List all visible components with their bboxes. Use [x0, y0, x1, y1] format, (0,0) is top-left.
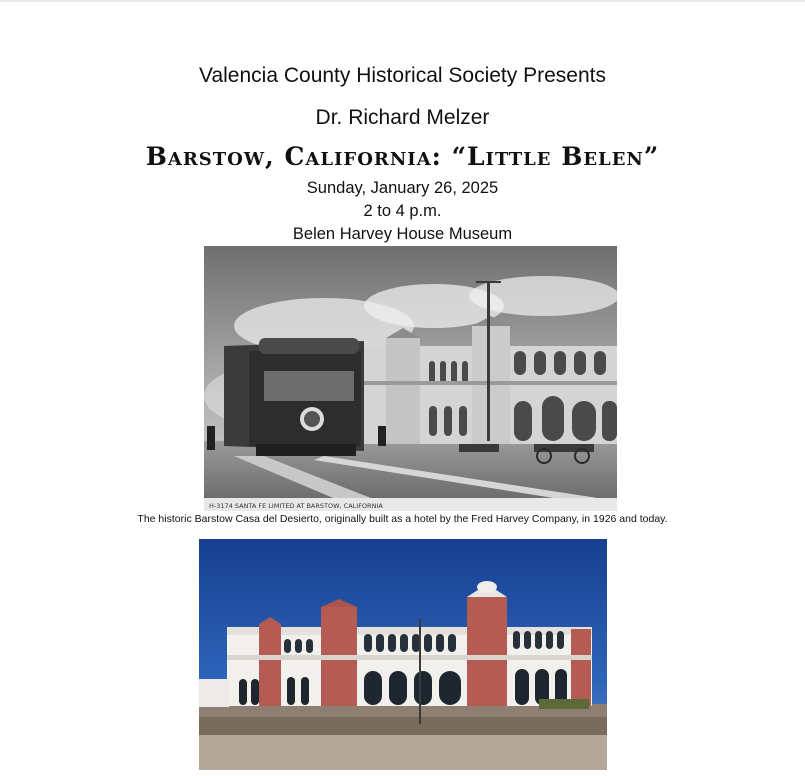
presenter-org: Valencia County Historical Society Presents	[199, 64, 606, 87]
event-venue: Belen Harvey House Museum	[292, 225, 513, 243]
modern-building-photo	[199, 539, 607, 770]
postcard-label: H-3174 SANTA FE LIMITED AT BARSTOW, CALIFORNIA	[209, 502, 383, 510]
event-date: Sunday, January 26, 2025	[306, 179, 499, 197]
talk-title: Barstow, California: “Little Belen”	[145, 142, 660, 171]
speaker-name: Dr. Richard Melzer	[315, 106, 490, 129]
photo-caption: The historic Barstow Casa del Desierto, originally built as a hotel by the Fred Harvey Company, in 1926 and today.	[137, 513, 668, 525]
event-time: 2 to 4 p.m.	[363, 202, 442, 220]
historic-postcard-photo	[204, 246, 617, 511]
top-border	[0, 0, 805, 2]
